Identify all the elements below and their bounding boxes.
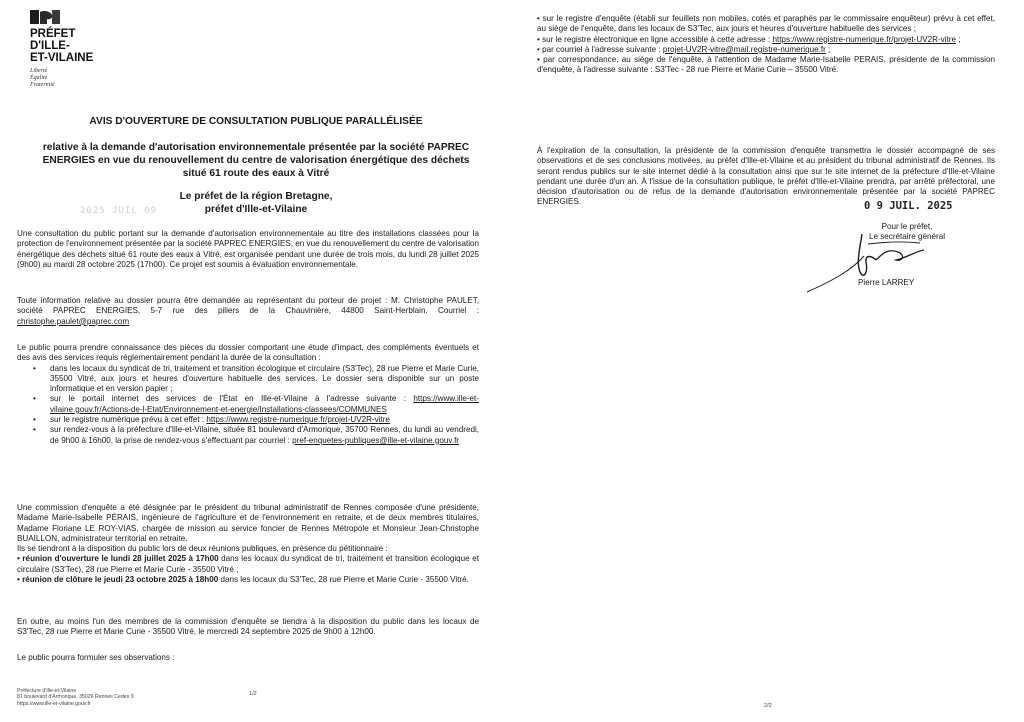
- prefet-logo: [30, 10, 93, 89]
- footer-address: [17, 688, 134, 707]
- courriel-text: • par courriel à l'adresse suivante :: [537, 44, 663, 54]
- list-item: [33, 425, 479, 446]
- consultation-locations-list: [33, 364, 479, 446]
- list-item: [33, 394, 479, 415]
- paragraph-permanence: En outre, au moins l'un des membres de la commission d'enquête se tiendra à la disposition du public dans les locaux de S3'Tec, 28 rue Pierre et Marie Curie - 35500 Vitré, le mercredi 24 septembre 2025 de 9h00 à 12h00.: [17, 617, 479, 637]
- list-item: [33, 415, 479, 425]
- page-number: 2/2: [764, 703, 772, 709]
- registre-electronique-end: ;: [955, 34, 961, 44]
- paragraph-observations: Le public pourra formuler ses observations :: [17, 653, 175, 662]
- logo-line-1: PRÉFET: [30, 28, 76, 40]
- signature-line-2: Le secrétaire général: [868, 232, 946, 242]
- faded-date-stamp: 2025 JUIL 09: [80, 206, 158, 216]
- page-number: 1/2: [249, 691, 257, 697]
- motto-liberte: Liberté: [30, 68, 48, 74]
- prefecture-portal-link[interactable]: https://www.ille-et-vilaine.gouv.fr/Actions-de-l-Etat/Environnement-et-energie/Installations-classees/COMMUNES: [50, 394, 479, 414]
- prefet-heading-line-2: préfet d'Ille-et-Vilaine: [204, 204, 308, 215]
- signatory-name: Pierre LARREY: [858, 278, 915, 287]
- courriel-link[interactable]: projet-UV2R-vitre@mail.registre-numerique.fr: [662, 44, 826, 54]
- contact-text: Toute information relative au dossier pourra être demandée au représentant du porteur de projet : M. Christophe PAULET, société PAPREC ENERGIES, 5-7 rue des piliers de la Chauvinière, 44800 Saint-Herblain. Courriel :: [17, 296, 479, 316]
- reunion-cloture: [17, 575, 479, 585]
- paragraph-contact: [17, 296, 479, 327]
- motto-egalite: Égalité: [30, 75, 48, 81]
- method-registre-electronique: [537, 35, 995, 45]
- observation-methods-list: [537, 14, 995, 76]
- list-item: [33, 364, 479, 395]
- paragraph-expiration: À l'expiration de la consultation, la présidente de la commission d'enquête transmettra le dossier accompagné de ses observations et de ses conclusions motivées, au préfet d'Ille-et-Vilaine et au président du tribunal administratif de Rennes. Ils seront rendus publics sur le site internet dédié à la consultation ainsi que sur le site internet de la préfecture d'Ille-et-Vilaine pendant une durée d'un an. À l'issue de la consultation publique, le préfet d'Ille-et-Vilaine prendra, par arrêté préfectoral, une décision d'autorisation ou de refus de la demande d'autorisation environnementale présentée par la société PAPREC ENERGIES.: [537, 146, 995, 207]
- registre-electronique-link[interactable]: https://www.registre-numerique.fr/projet-UV2R-vitre: [772, 34, 956, 44]
- paragraph-consultation: Une consultation du public portant sur la demande d'autorisation environnementale au titre des installations classées pour la protection de l'environnement présentée par la société PAPREC ENERGIES, en vue du renouvellement du centre de valorisation énergétique des déchets situé 61 route des eaux à Vitré, est organisée pendant une durée de trois mois, du lundi 28 juillet 2025 (9h00) au mardi 28 octobre 2025 (17h00). Ce projet est soumis à évaluation environnementale.: [17, 229, 479, 269]
- contact-email-link[interactable]: christophe.paulet@paprec.com: [17, 316, 130, 326]
- rendezvous-text: sur rendez-vous à la préfecture d'Ille-et-Vilaine, située 81 boulevard d'Armorique, 35700 Rennes, du lundi au vendredi, de 9h00 à 16h00, la prise de rendez-vous s'effectuant par courriel :: [50, 425, 479, 445]
- logo-line-2: D'ILLE-: [30, 40, 70, 52]
- dossier-intro: Le public pourra prendre connaissance des pièces du dossier comportant une étude d'impact, des compléments éventuels et des avis des services requis réglementairement pendant la durée de la consultation :: [17, 343, 479, 363]
- paragraph-dossier: [17, 343, 479, 446]
- document-title: AVIS D'OUVERTURE DE CONSULTATION PUBLIQUE PARALLÉLISÉE: [89, 116, 423, 127]
- prefet-heading-line-1: Le préfet de la région Bretagne,: [179, 191, 333, 202]
- registre-text: sur le registre numérique prévu à cet effet :: [50, 415, 207, 425]
- registre-numerique-link[interactable]: https://www.registre-numerique.fr/projet-UV2R-vitre: [206, 415, 390, 425]
- reunion-cloture-place: dans les locaux du S3'Tec, 28 rue Pierre et Marie Curie - 35500 Vitré.: [218, 575, 469, 585]
- prefecture-email-link[interactable]: pref-enquetes-publiques@ille-et-vilaine.gouv.fr: [292, 435, 460, 445]
- reunion-ouverture: [17, 554, 479, 575]
- footer-line-3: https://www.ille-et-vilaine.gouv.fr: [17, 700, 91, 707]
- method-correspondance: • par correspondance, au siège de l'enquête, à l'attention de Madame Marie-Isabelle PERAIS, présidente de la commission d'enquête, à l'adresse suivante : S3'Tec - 28 rue Pierre et Marie Curie – 35500 Vitré.: [537, 55, 995, 75]
- signature-date-stamp: 0 9 JUIL. 2025: [864, 200, 953, 212]
- motto-fraternite: Fraternité: [30, 82, 55, 88]
- reunions-intro: Ils se tiendront à la disposition du public lors de deux réunions publiques, en présence du pétitionnaire :: [17, 544, 388, 554]
- reunion-ouverture-date: • réunion d'ouverture le lundi 28 juillet 2025 à 17h00: [17, 554, 219, 564]
- reunion-ouverture-place: dans les locaux du syndicat de tri, traitement et transition écologique et circulaire (S3'Tec), 28 rue Pierre et Marie Curie - 35500 Vitré ;: [17, 554, 479, 574]
- location-syndicat: dans les locaux du syndicat de tri, traitement et transition écologique et circulaire (S3'Tec), 28 rue Pierre et Marie Curie, 35500 Vitré, aux jours et heures d'ouverture habituelle des services. Le dossier sera disponible sur un poste informatique et en version papier ;: [50, 363, 479, 394]
- commission-text: Une commission d'enquête a été désignée par le président du tribunal administratif de Rennes composée d'une présidente, Madame Marie-Isabelle PÉRAIS, ingénieure de l'agriculture et de l'environnement en retraite, et de deux membres titulaires, Madame Floriane LE ROY-VIAS, chargée de mission au service foncier de Rennes Métropole et Monsieur Jean-Christophe BUAILLON, administrateur territorial en retraite.: [17, 503, 479, 543]
- footer-line-1: Préfecture d'Ille-et-Vilaine: [17, 688, 77, 694]
- marianne-icon: [30, 10, 60, 24]
- method-courriel: [537, 45, 995, 55]
- logo-line-3: ET-VILAINE: [30, 52, 94, 64]
- portal-text: sur le portail internet des services de l'État en Ille-et-Vilaine à l'adresse suivante :: [50, 394, 414, 404]
- reunion-cloture-date: • réunion de clôture le jeudi 23 octobre 2025 à 18h00: [17, 575, 219, 585]
- signature-line-1: Pour le préfet,: [881, 222, 933, 231]
- courriel-end: ;: [825, 44, 831, 54]
- method-registre-papier: • sur le registre d'enquête (établi sur feuillets non mobiles, cotés et paraphés par le commissaire enquêteur) prévu à cet effet, au siège de l'enquête, dans les locaux de S3'Tec, aux jours et heures d'ouverture habituelle des services ;: [537, 14, 995, 34]
- footer-line-2: 81 boulevard d'Armorique, 35026 Rennes Cedex 9: [17, 694, 134, 701]
- registre-electronique-text: • sur le registre électronique en ligne accessible à cette adresse :: [537, 34, 773, 44]
- paragraph-commission: [17, 503, 479, 585]
- document-subtitle: relative à la demande d'autorisation environnementale présentée par la société PAPREC ENERGIES en vue du renouvellement du centre de valorisation énergétique des déchets situé 61 route des eaux à Vitré: [42, 142, 470, 179]
- document-page-2: [512, 0, 1024, 722]
